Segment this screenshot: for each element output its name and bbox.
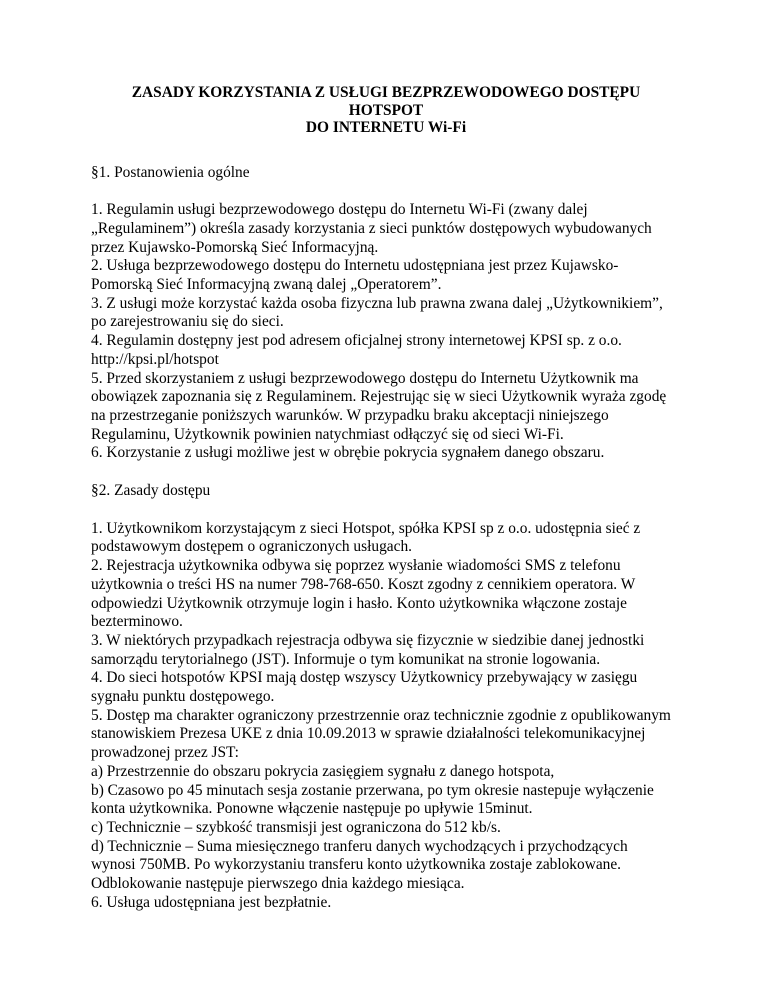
text-line: bezterminowo. [91, 613, 183, 631]
text-line: odpowiedzi Użytkownik otrzymuje login i hasło. Konto użytkownika włączone zostaje [91, 594, 627, 612]
text-line: podstawowym dostępem o ograniczonych usługach. [91, 538, 412, 556]
section-1-heading: §1. Postanowienia ogólne [91, 163, 250, 181]
text-line: użytkownia o treści HS na numer 798-768-650. Koszt zgodny z cennikiem operatora. W [91, 575, 636, 593]
text-line: 1. Regulamin usługi bezprzewodowego dostępu do Internetu Wi-Fi (zwany dalej [91, 201, 588, 219]
text-line: obowiązek zapoznania się z Regulaminem. Rejestrując się w sieci Użytkownik wyraża zgodę [91, 388, 667, 406]
text-line: samorządu terytorialnego (JST). Informuje o tym komunikat na stronie logowania. [91, 650, 601, 668]
section-1-body [91, 201, 681, 463]
title-line: ZASADY KORZYSTANIA Z USŁUGI BEZPRZEWODOWEGO DOSTĘPU [131, 84, 641, 101]
text-line: 6. Usługa udostępniana jest bezpłatnie. [91, 893, 332, 911]
text-line: 2. Rejestracja użytkownika odbywa się poprzez wysłanie wiadomości SMS z telefonu [91, 557, 621, 575]
text-line: konta użytkownika. Ponowne włączenie następuje po upływie 15minut. [91, 800, 533, 818]
section-2-body [91, 520, 681, 913]
url-link[interactable]: http://kpsi.pl/hotspot [91, 350, 219, 368]
text-line: c) Technicznie – szybkość transmisji jest ograniczona do 512 kb/s. [91, 819, 501, 836]
text-line: 4. Do sieci hotspotów KPSI mają dostęp wszyscy Użytkownicy przebywający w zasięgu [91, 669, 638, 687]
text-line: d) Technicznie – Suma miesięcznego tranferu danych wychodzących i przychodzących [91, 837, 628, 855]
text-line: Regulaminu, Użytkownik powinien natychmiast odłączyć się od sieci Wi-Fi. [91, 425, 564, 443]
document-title [91, 84, 681, 137]
text-line: 6. Korzystanie z usługi możliwe jest w obrębie pokrycia sygnałem danego obszaru. [91, 444, 605, 462]
text-line: 1. Użytkownikom korzystającym z sieci Hotspot, spółka KPSI sp z o.o. udostępnia sieć z [91, 519, 641, 537]
text-line: „Regulaminem”) określa zasady korzystania z sieci punktów dostępowych wybudowanych [91, 219, 652, 237]
text-line: 4. Regulamin dostępny jest pod adresem oficjalnej strony internetowej KPSI sp. z o.o. [91, 332, 622, 350]
section-2-heading: §2. Zasady dostępu [91, 482, 211, 500]
title-line: HOTSPOT [348, 101, 424, 119]
text-line: Odblokowanie następuje pierwszego dnia każdego miesiąca. [91, 875, 465, 893]
text-line: 3. Z usługi może korzystać każda osoba fizyczna lub prawna zwana dalej „Użytkownikiem”, [91, 294, 663, 312]
title-line: DO INTERNETU Wi-Fi [305, 119, 467, 136]
text-line: a) Przestrzennie do obszaru pokrycia zasięgiem sygnału z danego hotspota, [91, 762, 555, 780]
document-page [91, 84, 681, 913]
text-line: na przestrzeganie poniższych warunków. W przypadku braku akceptacji niniejszego [91, 406, 609, 424]
text-line: 2. Usługa bezprzewodowego dostępu do Internetu udostępniana jest przez Kujawsko- [91, 257, 619, 275]
text-line: stanowiskiem Prezesa UKE z dnia 10.09.2013 w sprawie działalności telekomunikacyjnej [91, 725, 646, 743]
text-line: Pomorską Sieć Informacyjną zwaną dalej „Operatorem”. [91, 276, 442, 294]
text-line: 3. W niektórych przypadkach rejestracja odbywa się fizycznie w siedzibie danej jednostki [91, 631, 645, 649]
text-line: wynosi 750MB. Po wykorzystaniu transferu konto użytkownika zostaje zablokowane. [91, 856, 622, 874]
text-line: prowadzonej przez JST: [91, 744, 239, 762]
text-line: po zarejestrowaniu się do sieci. [91, 313, 284, 331]
text-line: 5. Dostęp ma charakter ograniczony przestrzennie oraz technicznie zgodnie z opublikowanym [91, 706, 671, 724]
text-line: 5. Przed skorzystaniem z usługi bezprzewodowego dostępu do Internetu Użytkownik ma [91, 369, 639, 387]
text-line: przez Kujawsko-Pomorską Sieć Informacyjną. [91, 238, 379, 256]
text-line: b) Czasowo po 45 minutach sesja zostanie przerwana, po tym okresie nastepuje wyłączenie [91, 781, 654, 799]
text-line: sygnału punktu dostępowego. [91, 688, 275, 706]
